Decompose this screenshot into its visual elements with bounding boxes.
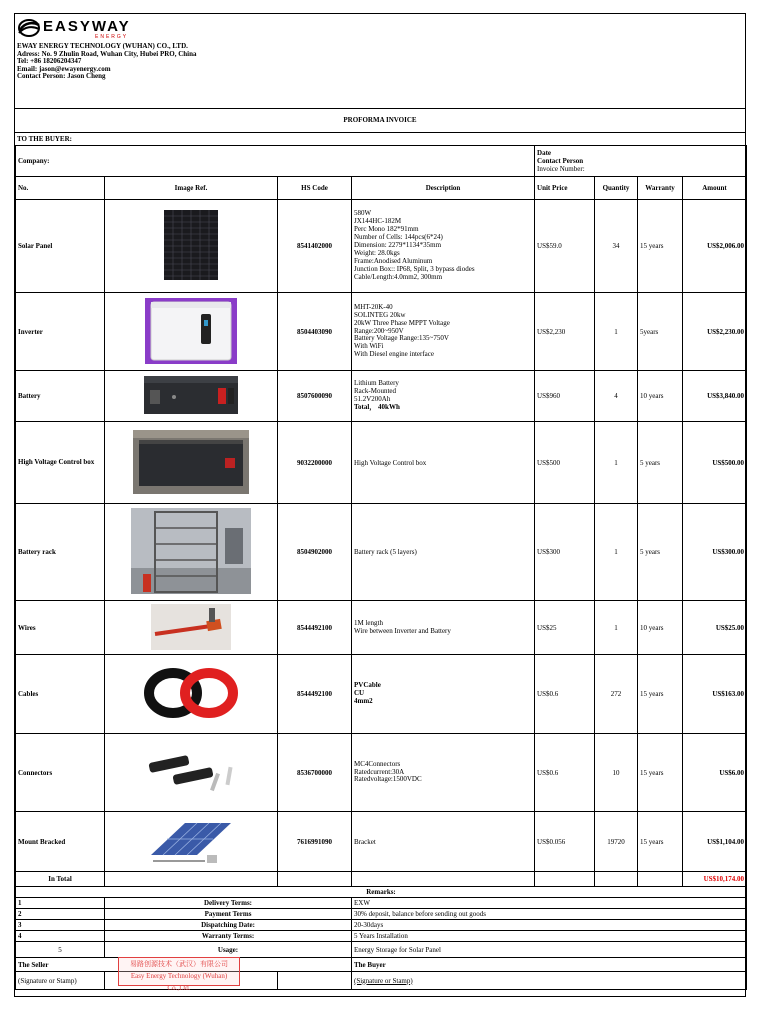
desc-line: Rack-Mounted — [354, 387, 396, 396]
item-warranty: 15 years — [638, 734, 683, 812]
item-amount: US$3,840.00 — [683, 371, 747, 422]
item-warranty: 15 years — [638, 200, 683, 293]
solar-panel-image — [164, 210, 218, 280]
item-amount: US$500.00 — [683, 422, 747, 504]
item-unit-price: US$300 — [535, 504, 595, 601]
item-image — [105, 293, 278, 371]
item-image — [105, 812, 278, 872]
stamp-chinese-name: 易路创源技术（武汉）有限公司 — [130, 960, 228, 968]
item-quantity: 34 — [595, 200, 638, 293]
item-quantity: 1 — [595, 422, 638, 504]
item-image — [105, 422, 278, 504]
desc-line: SOLINTEG 20kw — [354, 310, 406, 319]
desc-line: PVCable — [354, 681, 381, 690]
desc-line: 580W — [354, 209, 372, 218]
item-hs-code: 8544492100 — [278, 655, 352, 734]
remark-no: 1 — [16, 898, 105, 909]
desc-line: Cable/Length:4.0mm2, 300mm — [354, 272, 443, 281]
desc-line: Battery rack (5 layers) — [354, 548, 417, 556]
item-warranty: 15 years — [638, 812, 683, 872]
item-amount: US$2,006.00 — [683, 200, 747, 293]
desc-line: With WiFi — [354, 342, 384, 351]
item-name: Mount Bracked — [16, 812, 105, 872]
item-amount: US$163.00 — [683, 655, 747, 734]
col-no: No. — [16, 177, 105, 200]
col-unit-price: Unit Price — [535, 177, 595, 200]
buyer-signature-label: (Signature or Stamp) — [352, 972, 747, 990]
company-label: Company: — [16, 146, 535, 177]
item-amount: US$6.00 — [683, 734, 747, 812]
remark-value: Energy Storage for Solar Panel — [352, 942, 747, 958]
battery-image — [144, 374, 238, 416]
col-warranty: Warranty — [638, 177, 683, 200]
item-amount: US$1,104.00 — [683, 812, 747, 872]
item-warranty: 10 years — [638, 601, 683, 655]
item-quantity: 1 — [595, 601, 638, 655]
item-hs-code: 7616991090 — [278, 812, 352, 872]
company-tel: Tel: +86 18206204347 — [17, 57, 82, 66]
remarks-title: Remarks: — [16, 887, 747, 898]
company-logo — [17, 18, 157, 38]
item-unit-price: US$960 — [535, 371, 595, 422]
col-description: Description — [352, 177, 535, 200]
table-row — [16, 655, 747, 734]
item-unit-price: US$2,230 — [535, 293, 595, 371]
col-quantity: Quantity — [595, 177, 638, 200]
table-row — [16, 293, 747, 371]
item-description — [352, 371, 535, 422]
item-name: Solar Panel — [16, 200, 105, 293]
company-info — [17, 43, 197, 81]
item-hs-code: 8544492100 — [278, 601, 352, 655]
desc-line: MC4Connectors — [354, 759, 401, 768]
company-header — [15, 14, 745, 109]
desc-line: 20kW Three Phase MPPT Voltage — [354, 318, 450, 327]
table-row — [16, 422, 747, 504]
logo-mark-icon — [17, 18, 41, 38]
remark-row — [16, 909, 747, 920]
item-unit-price: US$0.056 — [535, 812, 595, 872]
item-quantity: 19720 — [595, 812, 638, 872]
desc-line: CU — [354, 689, 365, 698]
connectors-image — [143, 745, 239, 799]
table-row — [16, 734, 747, 812]
invoice-title: PROFORMA INVOICE — [15, 108, 745, 133]
invoice-table — [15, 145, 747, 990]
company-address: Adress: No. 9 Zhulin Road, Wuhan City, Hubei PRO, China — [17, 49, 197, 58]
invoice-sheet — [14, 13, 746, 997]
item-hs-code: 8541402000 — [278, 200, 352, 293]
item-description — [352, 655, 535, 734]
seller-title: The Seller — [16, 958, 352, 972]
item-image — [105, 655, 278, 734]
item-name: Connectors — [16, 734, 105, 812]
remark-value: EXW — [352, 898, 747, 909]
item-hs-code: 9032200000 — [278, 422, 352, 504]
desc-line: Battery Voltage Range:135~750V — [354, 334, 449, 343]
col-amount: Amount — [683, 177, 747, 200]
desc-line: With Diesel engine interface — [354, 350, 434, 359]
date-label: Date — [537, 149, 552, 157]
remark-row — [16, 920, 747, 931]
item-hs-code: 8536700000 — [278, 734, 352, 812]
buyer-info — [535, 146, 747, 177]
buyer-title: The Buyer — [352, 958, 747, 972]
desc-line: Ratedcurrent:30A — [354, 767, 405, 776]
item-amount: US$2,230.00 — [683, 293, 747, 371]
invoice-number-label: Invoice Number: — [537, 165, 585, 173]
desc-line: MHT-20K-40 — [354, 302, 393, 311]
item-unit-price: US$25 — [535, 601, 595, 655]
item-unit-price: US$59.0 — [535, 200, 595, 293]
cables-image — [143, 665, 239, 721]
item-name: High Voltage Control box — [16, 422, 105, 504]
bracket-image — [145, 815, 237, 867]
item-quantity: 272 — [595, 655, 638, 734]
item-image — [105, 200, 278, 293]
table-row — [16, 812, 747, 872]
desc-line: Weight: 28.0kgs — [354, 248, 400, 257]
table-row — [16, 200, 747, 293]
item-hs-code: 8507600090 — [278, 371, 352, 422]
stamp-english-name: Easy Energy Technology (Wuhan) Co.,Ltd. — [130, 972, 228, 992]
item-image — [105, 734, 278, 812]
item-name: Inverter — [16, 293, 105, 371]
item-unit-price: US$500 — [535, 422, 595, 504]
desc-line: Dimension: 2279*1134*35mm — [354, 241, 442, 250]
item-name: Battery — [16, 371, 105, 422]
wires-image — [151, 604, 231, 650]
item-amount: US$300.00 — [683, 504, 747, 601]
remark-row — [16, 942, 747, 958]
company-email: Email: jason@ewayenergy.com — [17, 64, 111, 73]
logo-subtext: ENERGY — [95, 34, 129, 40]
desc-line: Frame:Anodised Aluminum — [354, 256, 433, 265]
item-image — [105, 601, 278, 655]
remark-row — [16, 931, 747, 942]
item-description — [352, 601, 535, 655]
total-row — [16, 872, 747, 887]
seller-signature-label: (Signature or Stamp) — [16, 972, 105, 990]
item-description — [352, 734, 535, 812]
item-hs-code: 8504403090 — [278, 293, 352, 371]
to-buyer-label: TO THE BUYER: — [15, 133, 745, 146]
item-amount: US$25.00 — [683, 601, 747, 655]
item-unit-price: US$0.6 — [535, 734, 595, 812]
total-label: In Total — [16, 872, 105, 887]
table-row — [16, 601, 747, 655]
item-warranty: 5years — [638, 293, 683, 371]
inverter-image — [145, 298, 237, 364]
item-name: Battery rack — [16, 504, 105, 601]
col-image: Image Ref. — [105, 177, 278, 200]
table-row — [16, 371, 747, 422]
item-quantity: 4 — [595, 371, 638, 422]
desc-line: Total， 40kWh — [354, 402, 400, 411]
item-quantity: 1 — [595, 504, 638, 601]
remark-value: 30% deposit, balance before sending out goods — [352, 909, 747, 920]
item-description — [352, 812, 535, 872]
desc-line: Wire between Inverter and Battery — [354, 626, 451, 635]
item-name: Wires — [16, 601, 105, 655]
contact-person-label: Contact Person — [537, 157, 584, 165]
battery-rack-image — [131, 508, 251, 594]
table-row — [16, 504, 747, 601]
company-contact: Contact Person: Jason Cheng — [17, 72, 106, 81]
desc-line: JX144HC-182M — [354, 217, 402, 226]
item-unit-price: US$0.6 — [535, 655, 595, 734]
remark-value: 20-30days — [352, 920, 747, 931]
desc-line: 1M length — [354, 618, 383, 627]
remark-label: Warranty Terms: — [105, 931, 352, 942]
remark-label: Usage: — [105, 942, 352, 958]
desc-line: Lithium Battery — [354, 379, 399, 388]
item-warranty: 10 years — [638, 371, 683, 422]
item-image — [105, 371, 278, 422]
item-quantity: 1 — [595, 293, 638, 371]
total-amount: US$10,174.00 — [683, 872, 747, 887]
item-description — [352, 422, 535, 504]
company-stamp — [118, 957, 240, 992]
item-hs-code: 8504902000 — [278, 504, 352, 601]
remark-no: 4 — [16, 931, 105, 942]
remark-no: 3 — [16, 920, 105, 931]
desc-line: Bracket — [354, 837, 376, 846]
remark-label: Dispatching Date: — [105, 920, 352, 931]
control-box-image — [133, 430, 249, 494]
desc-line: Number of Cells: 144pcs(6*24) — [354, 233, 443, 242]
item-warranty: 15 years — [638, 655, 683, 734]
item-name: Cables — [16, 655, 105, 734]
item-description — [352, 200, 535, 293]
remark-value: 5 Years Installation — [352, 931, 747, 942]
remark-no: 5 — [16, 942, 105, 958]
table-header-row — [16, 177, 747, 200]
desc-line: 4mm2 — [354, 696, 373, 705]
desc-line: Perc Mono 182*91mm — [354, 225, 419, 234]
desc-line: Range:200~950V — [354, 326, 404, 335]
item-description — [352, 293, 535, 371]
desc-line: 51.2V200Ah — [354, 395, 391, 403]
item-warranty: 5 years — [638, 504, 683, 601]
item-warranty: 5 years — [638, 422, 683, 504]
item-quantity: 10 — [595, 734, 638, 812]
logo-text: EASYWAY — [43, 18, 131, 35]
desc-line: High Voltage Control box — [354, 458, 427, 467]
item-description — [352, 504, 535, 601]
item-image — [105, 504, 278, 601]
remark-label: Delivery Terms: — [105, 898, 352, 909]
col-hs-code: HS Code — [278, 177, 352, 200]
company-name: EWAY ENERGY TECHNOLOGY (WUHAN) CO., LTD. — [17, 42, 188, 50]
desc-line: Junction Box:: IP68, Split, 3 bypass diodes — [354, 264, 475, 273]
remark-label: Payment Terms — [105, 909, 352, 920]
remark-no: 2 — [16, 909, 105, 920]
desc-line: Ratedvoltage:1500VDC — [354, 775, 422, 784]
remark-row — [16, 898, 747, 909]
